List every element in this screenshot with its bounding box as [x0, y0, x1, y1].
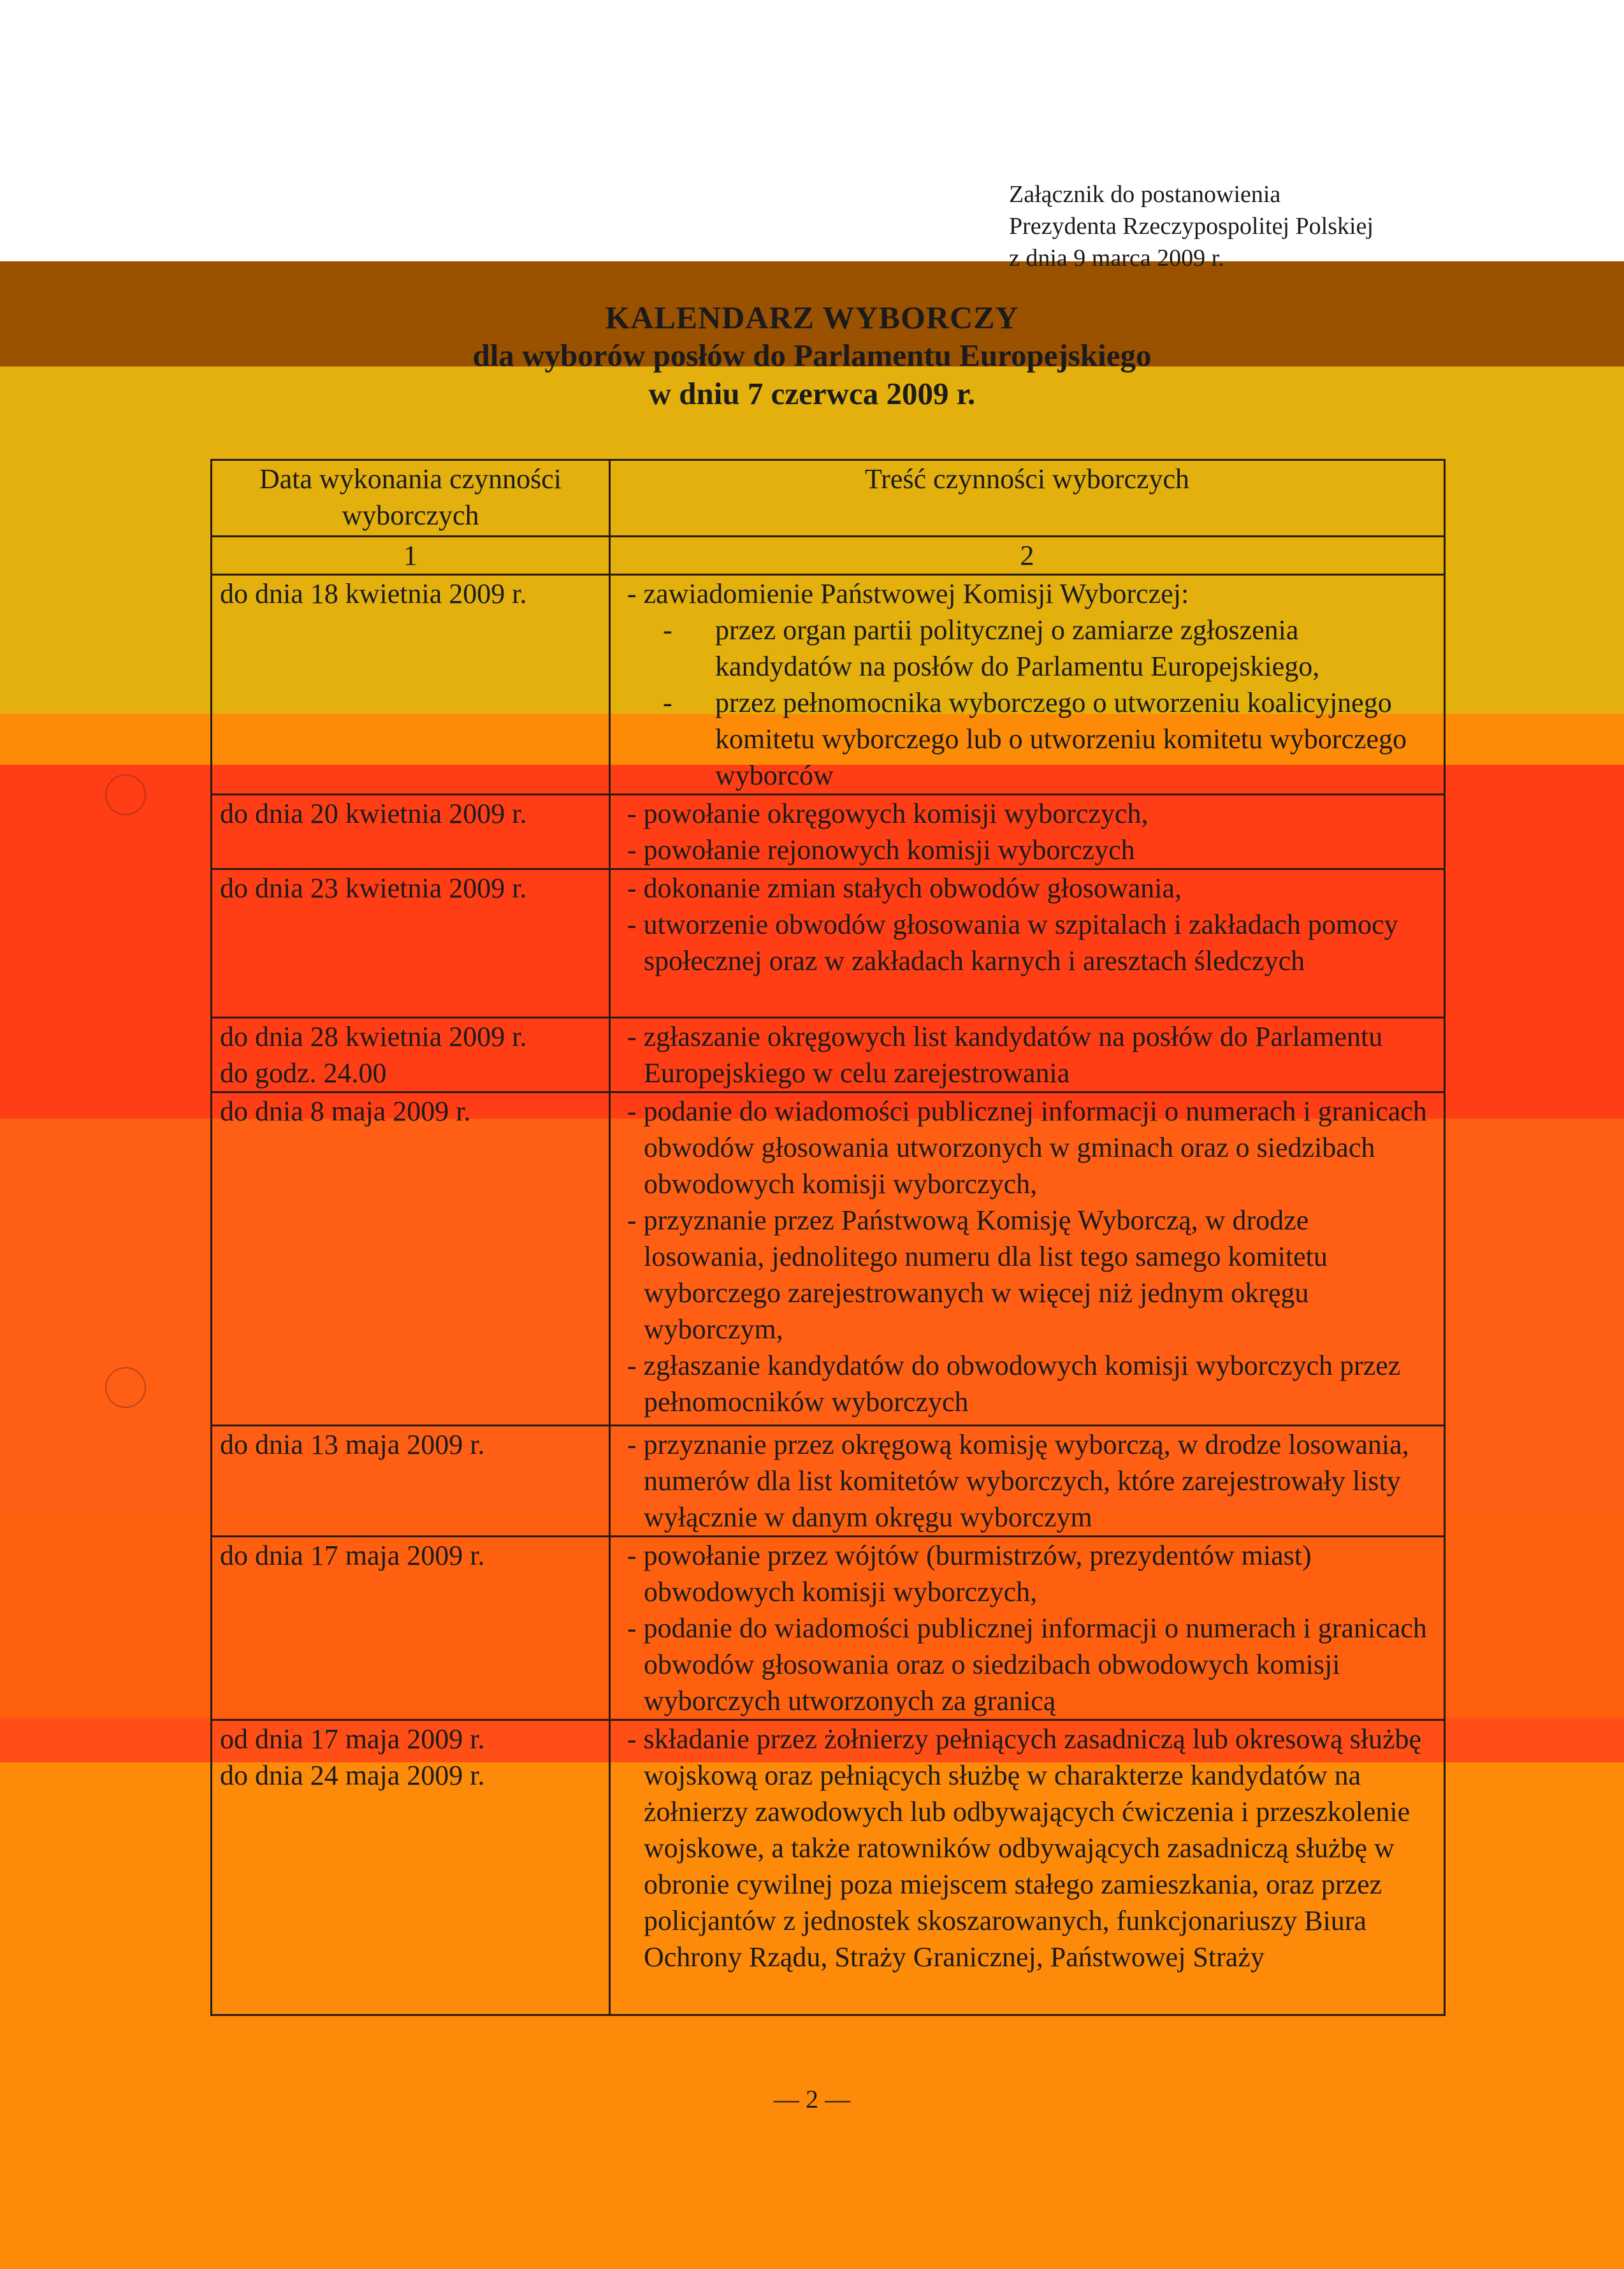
table-row [212, 795, 1445, 869]
activity-item: - zgłaszanie kandydatów do obwodowych komisji wyborczych przez pełnomocników wyborczych [627, 1350, 1401, 1417]
row-date: do dnia 8 maja 2009 r. [212, 1092, 610, 1426]
row-date: do dnia 13 maja 2009 r. [212, 1426, 610, 1537]
row-content [610, 1426, 1445, 1537]
row-content [610, 869, 1445, 1018]
title-line: dla wyborów posłów do Parlamentu Europejskiego [472, 338, 1152, 373]
activity-item: - zgłaszanie okręgowych list kandydatów na posłów do Parlamentu Europejskiego w celu zarejestrowania [627, 1021, 1383, 1089]
activity-item: - składanie przez żołnierzy pełniących zasadniczą lub okresową służbę wojskową oraz pełniących służbę w charakterze kandydatów na żołnierzy zawodowych lub odbywających ćwiczenia i przeszkolenie wojskowe, a także ratowników odbywających zasadniczą służbę w obronie cywilnej poza miejscem stałego zamieszkania, oraz przez policjantów z jednostek skoszarowanych, funkcjonariuszy Biura Ochrony Rządu, Straży Granicznej, Państwowej Straży [627, 1723, 1422, 1973]
annex-note [1009, 178, 1374, 274]
punch-hole [105, 774, 146, 815]
activity-item: - podanie do wiadomości publicznej informacji o numerach i granicach obwodów głosowania utworzonych w gminach oraz o siedzibach obwodowych komisji wyborczych, [627, 1096, 1427, 1200]
row-content [610, 795, 1445, 869]
activity-item: - utworzenie obwodów głosowania w szpitalach i zakładach pomocy społecznej oraz w zakładach karnych i aresztach śledczych [627, 909, 1398, 976]
activity-item: - przyznanie przez Państwową Komisję Wyborczą, w drodze losowania, jednolitego numeru dla list tego samego komitetu wyborczego zarejestrowanych w więcej niż jednym okręgu wyborczym, [627, 1205, 1328, 1345]
column-number: 1 [212, 537, 610, 575]
row-content [610, 1537, 1445, 1720]
table-row [212, 1426, 1445, 1537]
row-content [610, 575, 1445, 795]
column-numbers-row [212, 537, 1445, 575]
table-row [212, 869, 1445, 1018]
document-title [0, 298, 1624, 413]
row-date [212, 1018, 610, 1092]
activity-item: - zawiadomienie Państwowej Komisji Wyborczej: [627, 578, 1189, 609]
header-content: Treść czynności wyborczych [610, 460, 1445, 537]
activity-item: - przyznanie przez okręgową komisję wyborczą, w drodze losowania, numerów dla list komitetów wyborczych, które zarejestrowały listy wyłącznie w danym okręgu wyborczym [627, 1429, 1409, 1533]
row-date: do dnia 20 kwietnia 2009 r. [212, 795, 610, 869]
table-row [212, 1018, 1445, 1092]
row-content [610, 1720, 1445, 2015]
activity-item: - powołanie okręgowych komisji wyborczych, [627, 798, 1149, 829]
row-date-line: do dnia 28 kwietnia 2009 r. [220, 1021, 527, 1052]
annex-line: z dnia 9 marca 2009 r. [1009, 245, 1224, 272]
activity-item: - powołanie przez wójtów (burmistrzów, prezydentów miast) obwodowych komisji wyborczych, [627, 1540, 1312, 1607]
page-number: — 2 — [774, 2085, 850, 2113]
title-line: w dniu 7 czerwca 2009 r. [648, 376, 976, 411]
row-content [610, 1018, 1445, 1092]
row-content [610, 1092, 1445, 1426]
header-date: Data wykonania czynności wyborczych [212, 460, 610, 537]
column-number: 2 [610, 537, 1445, 575]
row-date: do dnia 17 maja 2009 r. [212, 1537, 610, 1720]
table-row [212, 1092, 1445, 1426]
table-header-row [212, 460, 1445, 537]
row-date-line: od dnia 17 maja 2009 r. [220, 1723, 485, 1755]
row-date: do dnia 23 kwietnia 2009 r. [212, 869, 610, 1018]
table-row [212, 1537, 1445, 1720]
row-date-line: do godz. 24.00 [220, 1057, 387, 1089]
row-date [212, 1720, 610, 2015]
activity-subitem: - przez organ partii politycznej o zamiarze zgłoszenia kandydatów na posłów do Parlamentu Europejskiego, [618, 612, 1436, 685]
activity-subitem: - przez pełnomocnika wyborczego o utworzeniu koalicyjnego komitetu wyborczego lub o utworzeniu komitetu wyborczego wyborców [618, 685, 1436, 794]
table-row [212, 1720, 1445, 2015]
row-date: do dnia 18 kwietnia 2009 r. [212, 575, 610, 795]
row-date-line: do dnia 24 maja 2009 r. [220, 1760, 485, 1791]
annex-line: Załącznik do postanowienia [1009, 181, 1281, 208]
table-row [212, 575, 1445, 795]
annex-line: Prezydenta Rzeczypospolitej Polskiej [1009, 213, 1374, 240]
activity-item: - podanie do wiadomości publicznej informacji o numerach i granicach obwodów głosowania oraz o siedzibach obwodowych komisji wyborczych utworzonych za granicą [627, 1613, 1427, 1716]
punch-hole [105, 1367, 146, 1408]
activity-item: - powołanie rejonowych komisji wyborczych [627, 834, 1135, 866]
election-calendar-table [210, 459, 1446, 2016]
title-line: KALENDARZ WYBORCZY [605, 300, 1019, 335]
activity-item: - dokonanie zmian stałych obwodów głosowania, [627, 873, 1182, 904]
